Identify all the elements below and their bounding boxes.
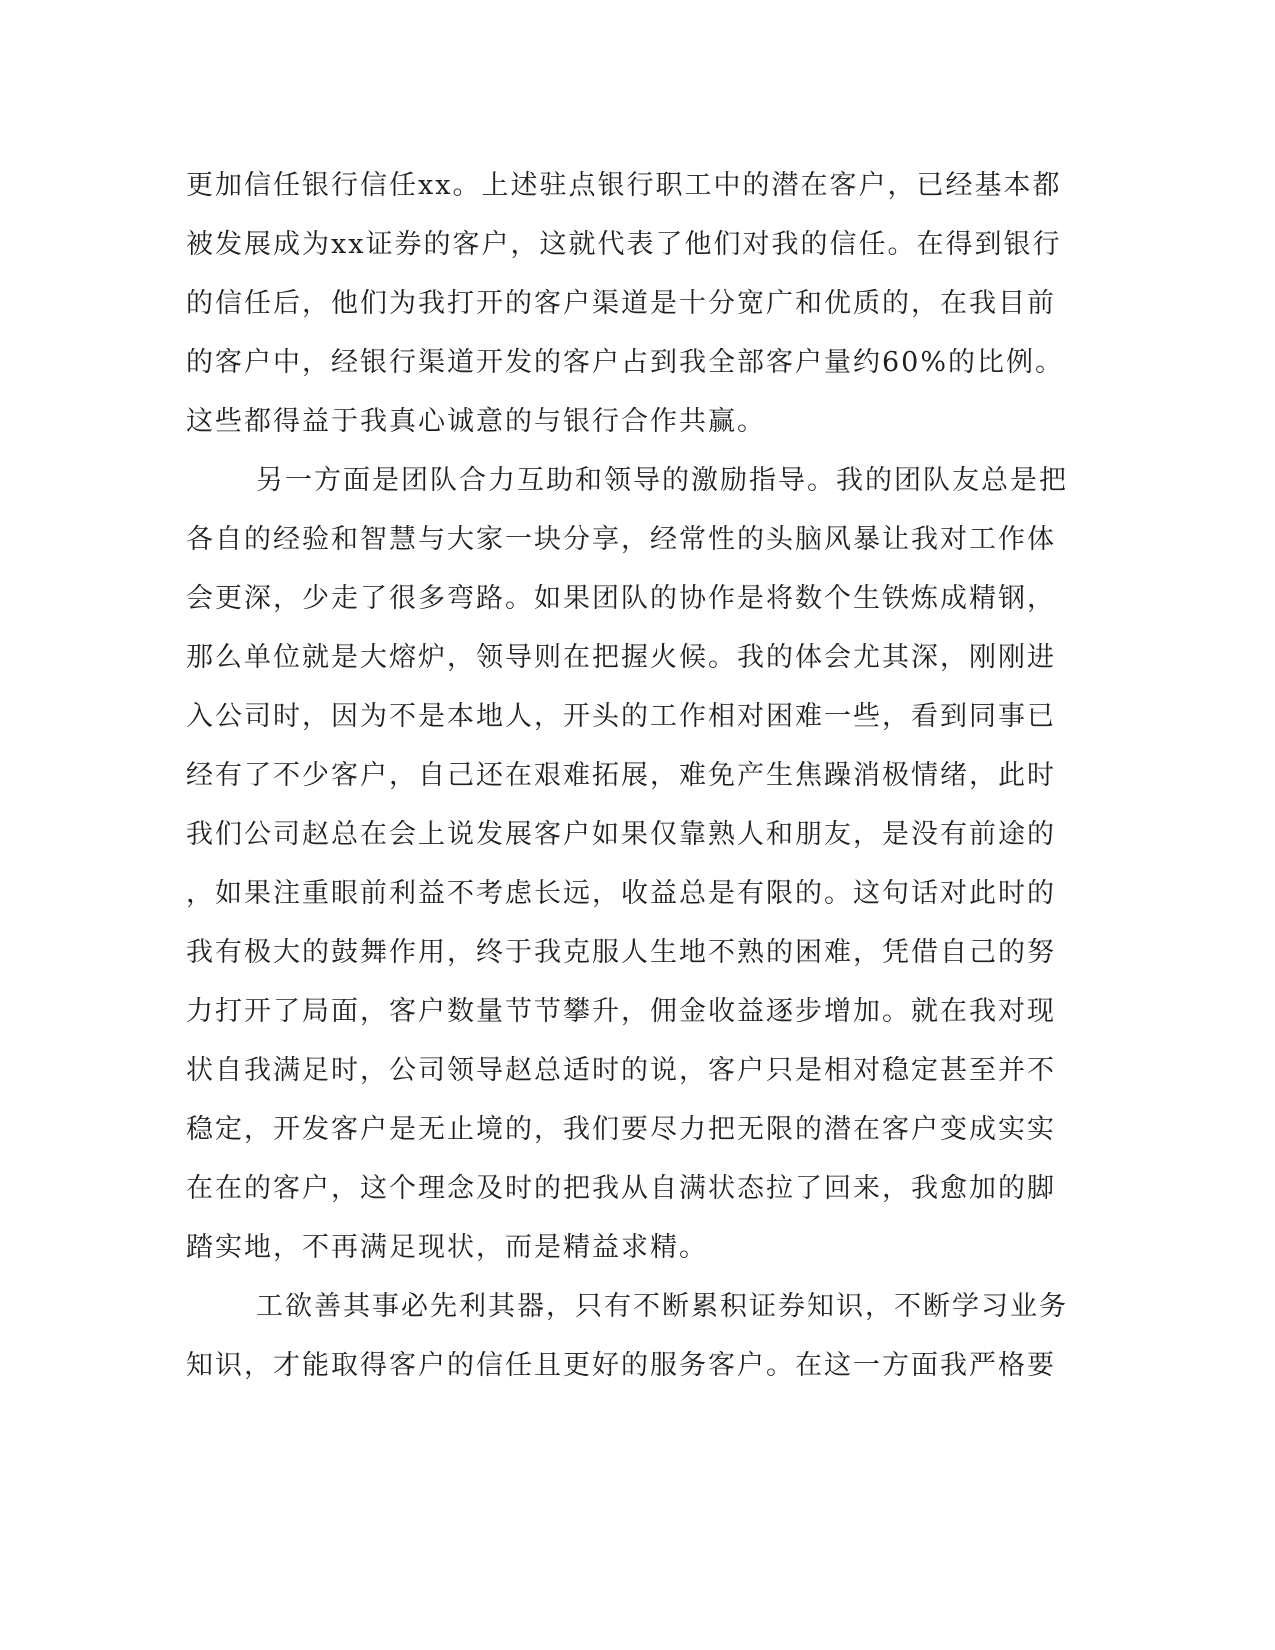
text-line: 会更深，少走了很多弯路。如果团队的协作是将数个生铁炼成精钢， <box>186 583 1056 614</box>
text-line: 稳定，开发客户是无止境的，我们要尽力把无限的潜在客户变成实实 <box>186 1114 1056 1145</box>
text-line: 踏实地，不再满足现状，而是精益求精。 <box>186 1232 708 1263</box>
text-line: 的信任后，他们为我打开的客户渠道是十分宽广和优质的，在我目前 <box>186 288 1056 319</box>
text-line: 力打开了局面，客户数量节节攀升，佣金收益逐步增加。就在我对现 <box>186 996 1056 1027</box>
text-line: 更加信任银行信任xx。上述驻点银行职工中的潜在客户，已经基本都 <box>186 170 1062 201</box>
text-line: 那么单位就是大熔炉，领导则在把握火候。我的体会尤其深，刚刚进 <box>186 642 1056 673</box>
text-line: 经有了不少客户，自己还在艰难拓展，难免产生焦躁消极情绪，此时 <box>186 760 1056 791</box>
text-line: 在在的客户，这个理念及时的把我从自满状态拉了回来，我愈加的脚 <box>186 1173 1056 1204</box>
paragraph-start-line: 另一方面是团队合力互助和领导的激励指导。我的团队友总是把 <box>256 465 1068 496</box>
text-line: 状自我满足时，公司领导赵总适时的说，客户只是相对稳定甚至并不 <box>186 1055 1056 1086</box>
text-line: 的客户中，经银行渠道开发的客户占到我全部客户量约60%的比例。 <box>186 347 1065 378</box>
text-line: 这些都得益于我真心诚意的与银行合作共赢。 <box>186 406 766 437</box>
text-line: 我们公司赵总在会上说发展客户如果仅靠熟人和朋友，是没有前途的 <box>186 819 1056 850</box>
text-line: 我有极大的鼓舞作用，终于我克服人生地不熟的困难，凭借自己的努 <box>186 937 1056 968</box>
text-line: 被发展成为xx证券的客户，这就代表了他们对我的信任。在得到银行 <box>186 229 1062 260</box>
document-body <box>186 156 1066 1395</box>
paragraph-start-line: 工欲善其事必先利其器，只有不断累积证券知识，不断学习业务 <box>256 1291 1068 1322</box>
text-line: 入公司时，因为不是本地人，开头的工作相对困难一些，看到同事已 <box>186 701 1056 732</box>
text-line: ，如果注重眼前利益不考虑长远，收益总是有限的。这句话对此时的 <box>186 878 1056 909</box>
text-line: 各自的经验和智慧与大家一块分享，经常性的头脑风暴让我对工作体 <box>186 524 1056 555</box>
text-line: 知识，才能取得客户的信任且更好的服务客户。在这一方面我严格要 <box>186 1350 1056 1381</box>
